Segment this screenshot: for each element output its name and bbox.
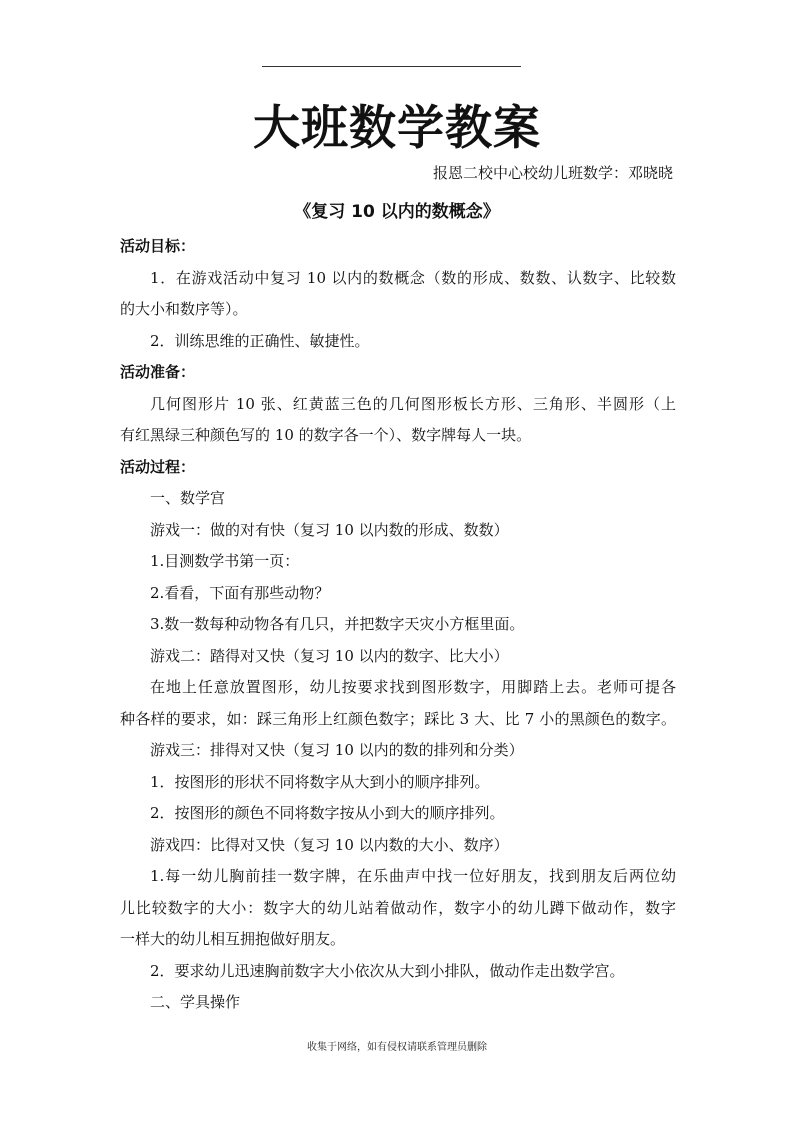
- paragraph-line: 2．按图形的颜色不同将数字按从小到大的顺序排列。: [150, 804, 505, 822]
- section-heading-process: 活动过程：: [120, 457, 196, 476]
- paragraph-line: 有红黑绿三种颜色写的 10 的数字各一个）、数字牌每人一块。: [120, 426, 532, 444]
- paragraph-line: 游戏三：排得对又快（复习 10 以内的数的排列和分类）: [150, 741, 524, 759]
- document-title: 大班数学教案: [253, 101, 541, 156]
- document-body: [120, 231, 676, 1019]
- paragraph-line: 2．要求幼儿迅速胸前数字大小依次从大到小排队，做动作走出数学宫。: [150, 961, 625, 980]
- paragraph-line: 游戏一：做的对有快（复习 10 以内数的形成、数数）: [150, 520, 509, 539]
- paragraph-line: 1.每一幼儿胸前挂一数字牌，在乐曲声中找一位好朋友，找到朋友后两位幼: [150, 867, 676, 885]
- lesson-subtitle: 《复习 10 以内的数概念》: [294, 202, 500, 222]
- paragraph-line: 几何图形片 10 张、红黄蓝三色的几何图形板长方形、三角形、半圆形（上: [150, 394, 676, 413]
- paragraph-line: 2．训练思维的正确性、敏捷性。: [150, 331, 370, 350]
- section-heading-goals: 活动目标：: [120, 237, 196, 255]
- header-rule: [262, 66, 521, 67]
- paragraph-line: 1.目测数学书第一页：: [150, 552, 300, 570]
- paragraph-line: 游戏二：踏得对又快（复习 10 以内的数字、比大小）: [150, 646, 509, 665]
- paragraph-line: 3.数一数每种动物各有几只，并把数字天灾小方框里面。: [150, 615, 525, 633]
- footer-disclaimer: 收集于网络，如有侵权请联系管理员删除: [307, 1042, 487, 1053]
- paragraph-line: 1．按图形的形状不同将数字从大到小的顺序排列。: [150, 772, 490, 791]
- author-line: 报恩二校中心校幼儿班数学：邓晓晓: [432, 164, 673, 182]
- paragraph-line: 的大小和数序等）。: [120, 300, 248, 318]
- paragraph-line: 儿比较数字的大小：数字大的幼儿站着做动作，数字小的幼儿蹲下做动作，数字: [120, 898, 676, 917]
- paragraph-line: 一、数学宫: [150, 489, 226, 507]
- paragraph-line: 种各样的要求，如：踩三角形上红颜色数字；踩比 3 大、比 7 小的黑颜色的数字。: [120, 709, 676, 728]
- paragraph-line: 1．在游戏活动中复习 10 以内的数概念（数的形成、数数、认数字、比较数: [150, 268, 676, 287]
- paragraph-line: 在地上任意放置图形，幼儿按要求找到图形数字，用脚踏上去。老师可提各: [150, 678, 676, 696]
- section-heading-prep: 活动准备：: [120, 363, 196, 381]
- paragraph-line: 二、学具操作: [150, 993, 241, 1011]
- paragraph-line: 游戏四：比得对又快（复习 10 以内数的大小、数序）: [150, 835, 509, 854]
- paragraph-line: 一样大的幼儿相互拥抱做好朋友。: [120, 930, 346, 948]
- paragraph-line: 2.看看，下面有那些动物？: [150, 583, 330, 602]
